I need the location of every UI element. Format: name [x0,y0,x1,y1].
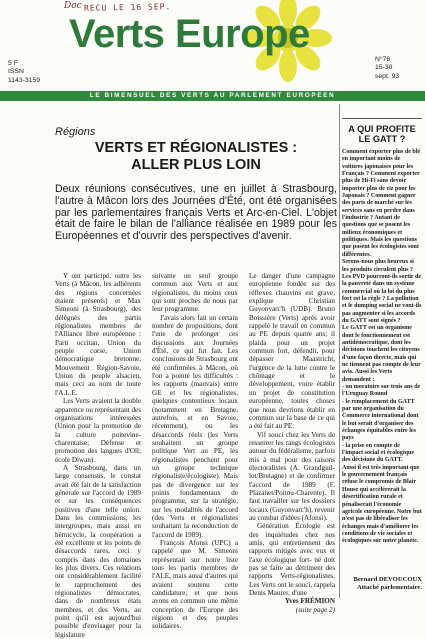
headline-line-1: VERTS ET RÉGIONALISTES : [94,140,298,156]
sidebar-author: Bernard DEVOUCOUX [353,576,422,583]
article-column-3 [249,272,335,614]
handwritten-note: Doc [64,1,82,11]
paragraph: Comment exporter plus de blé en important moins de voitures japonaises pour les Français ? Comment exporter plus de Hi-Fi sans devoir importer plus de riz pour les Japonais ? Comment gagner des parts de marché sur les services sans en perdre dans l'industrie ? Autant de questions que se posent les milieux économiques et politiques. Mais les questions que posent les écologistes sont différentes. [342,149,421,258]
paragraph: Aussi il est très important que le gouvernement français refuse le compromis de Blair House qui accélérerait la désertification rurale et pénaliserait l'économie agricole européenne. Notre but n'est pas de libéraliser les échanges mais d'améliorer les conditions de vie sociales et écologiques sur notre planète. [342,464,422,545]
received-stamp: RECU LE 16 SEP. [83,2,172,13]
paragraph: - un moratoire sur trois ans de l'Uruguay Round [342,384,421,398]
tagline-banner: LE BIMENSUEL DES VERTS AU PARLEMENT EUROPEEN [0,91,425,101]
price-issn-block [8,60,40,85]
paragraph: Génération Écologie est des inquiétudes chez nos amis, qui entretiennent des rapports mitigés avec eux et l'axe écologique fort- né doit pas se faire au détriment des rapports Verts-régionalistes. Les Verts ont le souci, rappela Denis Maurer, d'une [249,522,335,598]
headline-line-2: ALLER PLUS LOIN [131,157,261,173]
paragraph: Serons-nous plus heureux si les produits circulent plus ? Les PVD pourront-ils sortir de la pauvreté dans un système commercial où la loi du plus fort est la règle ? La pollution et le dumping social ne vont-ils pas augmenter si les accords du GATT sont signés ? [342,259,422,324]
issue-month: sept. 93 [375,72,400,80]
price: 5 F [8,60,18,67]
article-headline [55,140,337,174]
sidebar-rule [342,118,422,119]
paragraph: Vif souci chez les Verts de resserrer les rangs écologistes autour du fédéralisme, parfois mis à mal pour des raisons électoralistes (A. Grandguil-lot/Bretagne) et de confirmer l'accord de 1989 (F. Plazanet/Poitou-Charente). Il faut travailler sur les dossiers locaux (Guyonvarc'h), revenir au combat d'idées (Afonsi). [249,430,335,522]
sidebar-body [342,149,422,546]
paragraph: suivante un seul groupe commun aux Verts et aux régionalistes, du moins ceux qui sont proches de nous par leur programme. [152,272,238,314]
newspaper-logo: Verts Europe [69,12,310,56]
article-lead: Deux réunions consécutives, une en juillet à Strasbourg, l'autre à Mâcon lors des Journées d'Été, ont été organisées par les parlementaires français Verts et Arc-en-Ciel. L'objet était de faire le bilan de l'alliance réalisée en 1989 pour les Européennes et d'ouvrir des perspectives d'avenir. [55,183,337,243]
sidebar-title: A QUI PROFITE LE GATT ? [348,124,416,145]
paragraph: - la prise en compte de l'impact social et écologique des décisions du GATT. [342,442,415,464]
article-column-1 [55,272,141,639]
paragraph: - le remplacement du GATT par une organisation du Commerce international dont le but serait d'organiser des échanges équitables entre les pays [342,398,419,442]
issue-number: N°76 [375,56,391,63]
article-rubric: Régions [55,126,96,138]
main-article [55,104,337,639]
paragraph: Le GATT est un organisme dont le fonctionnement est antidémocratique, dont les décisions touchent les citoyens d'une façon directe, mais qui ne tiennent pas compte de leur avis. Aussi les Verts demandent : [342,325,421,383]
paragraph: Y ont participé, outre les Verts (à Mâcon, les adhérents des régions concernées étaient présents) et Max Simeoni (à Strasbourg), des délégués des partis régionalistes membres de l'Alliance libre européenne : Parti occitan, Union du peuple corse, Union démocratique bretonne, Mouvement Région-Savoie, Union du peuple alsacien, mais ceci au nom de toute l'A.L.E. [55,272,141,397]
paragraph: François Afonsi (UPC) a rappelé que M. Simeoni représentait sur notre liste tous les partis membres de l'ALE, mais aussi d'autres qui avaient soutenu cette candidature; et que nous avons en commun une même conception de l'Europe des régions et des peuples solidaires. [152,539,238,631]
article-author: Yves FRÉMION [284,597,335,606]
sidebar-author-block [342,576,422,592]
continued-note: (suite page 2) [295,605,335,614]
issn-label: ISSN [8,68,24,76]
article-column-2 [152,272,238,631]
paragraph: Les Verts avaient la double apparence ou représentant des organisations intéressées (Union pour la promotion de la culture poitevine-charentaise; Défense et promotion des langues d'Oïl; école Diwan). [55,397,141,464]
issue-info-block [375,56,399,81]
paragraph: A Strasbourg, dans un large consensus, le constat avait été fait de la satisfaction générale sur l'accord de 1989 et sur les conséquences positives d'une telle union. Dans les commissions, les intergroupes, mais aussi en hémicycle, la coopération a été excellente et les points de désaccords rares, ceci y compris dans des domaines les plus divers. Ces relations ont considérablement facilité le rapprochement des régionalistes démocrates, dans de nombreux états membres, et des Verts, au point qu'il est aujourd'hui possible d'envisager pour la législature [55,463,141,639]
issue-dates: 15-30 [375,64,393,72]
masthead [0,0,425,92]
sidebar-article [342,104,422,598]
column-divider [339,104,340,598]
issn-number: 1143-3159 [8,76,40,84]
sidebar-author-role: Attaché parlementaire. [356,584,422,591]
paragraph: Le danger d'une campagne européenne fondée sur des réflexes chauvins est grave, explique Christian Guyonvarc'h (UDB). Bruno Boissière (Verts) après avoir rappelé le travail en commun au PE depuis quatre ans; il plaida pour un projet commun fort, défendit, pour dépasser Maastricht, l'urgence de la lutte contre le chômage et le développement, voire établir un projet de constitution européenne, toutes choses que nous devrions établir en commun sur la base de ce qui a été fait au PE. [249,272,335,431]
paragraph: J'avais alors fait un certain nombre de propositions, dont l'une de prolonger ces discussions aux Journées d'Été, ce qui fut fait. Les conclusions de Strasbourg ont été confirmées à Mâcon, où l'on a pointé les difficultés : les rapports (mauvais) entre GE et les régionalistes, quelques contentieux locaux (notamment en Bretagne, autrefois, et en Savoie, récemment), ou les désaccords réels (les Verts souhaitent un groupe politique Vert au PE, les régionalistes penchent pour un groupe technique régionaliste/écologiste). Mais pas de divergence sur les points fondamentaux de programme, sur la stratégie, sur les modalités de l'accord (des Verts et régionalistes souhaitant la reconduction de l'accord de 1989). [152,313,238,539]
